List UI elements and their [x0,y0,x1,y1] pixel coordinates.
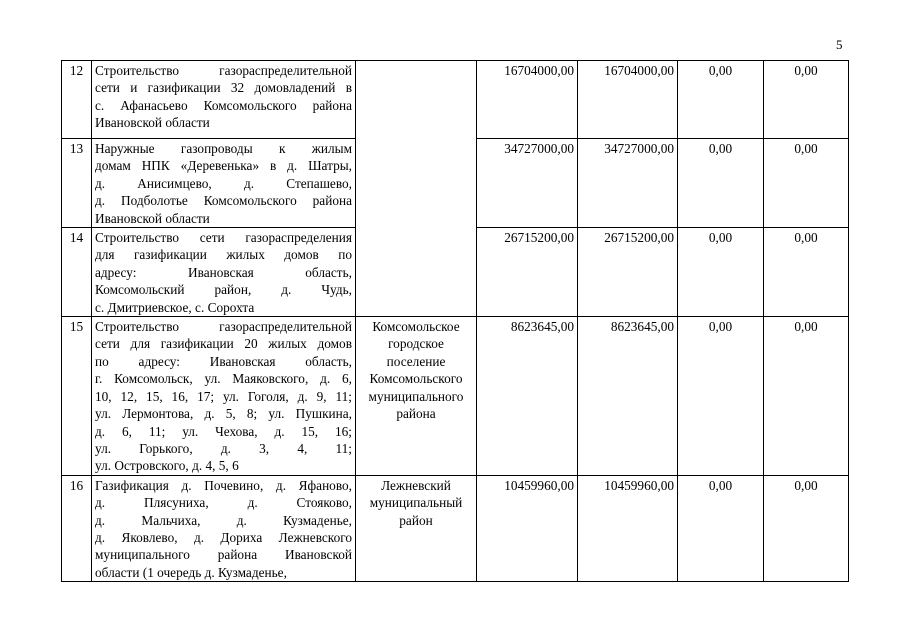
object-name-line: сети для газификации 20 жилых домов [95,336,352,352]
budget-table [61,60,849,582]
object-name-cell [92,139,356,228]
object-name-line: д. Подболотье Комсомольского района [95,193,352,209]
object-name-line: д. Мальчиха, д. Кузмаденье, [95,512,352,528]
value-cell: 0,00 [678,475,764,581]
object-name-line: ул. Лермонтова, д. 5, 8; ул. Пушкина, [95,406,352,422]
object-name-cell [92,61,356,139]
object-name-line: сети и газификации 32 домовладений в [95,80,352,96]
object-name-line: по адресу: Ивановская область, [95,353,352,369]
organization-line: городское [388,336,444,352]
object-name-line: Ивановской области [95,115,210,131]
object-name-line: адресу: Ивановская область, [95,264,352,280]
object-name-line: ул. Островского, д. 4, 5, 6 [95,458,239,474]
organization-line: Лежневский [381,477,451,493]
object-name-line: Газификация д. Почевино, д. Яфаново, [95,477,352,493]
table-row [62,475,849,581]
amount-cell: 10459960,00 [578,475,678,581]
organization-cell [356,475,477,581]
organization-line: Комсомольского [369,371,463,387]
object-name-line: д. Анисимцево, д. Степашево, [95,175,352,191]
row-number: 15 [62,317,92,476]
object-name-line: для газификации жилых домов по [95,247,352,263]
table-row [62,317,849,476]
object-name-line: с. Афанасьево Комсомольского района [95,97,352,113]
organization-cell [356,61,477,317]
value-cell: 0,00 [764,228,849,317]
object-name-cell [92,228,356,317]
organization-line: муниципального [368,388,464,404]
total-amount: 10459960,00 [477,475,578,581]
object-name-line: с. Дмитриевское, с. Сорохта [95,299,255,315]
amount-cell: 16704000,00 [578,61,678,139]
object-name-line: Комсомольский район, д. Чудь, [95,282,352,298]
total-amount: 8623645,00 [477,317,578,476]
object-name-line: Ивановской области [95,210,210,226]
object-name-line: Строительство газораспределительной [95,63,352,78]
page-number: 5 [836,37,843,52]
object-name-line: ул. Горького, д. 3, 4, 11; [95,440,352,456]
organization-line: района [396,406,436,422]
object-name-line: Строительство газораспределительной [95,319,352,335]
total-amount: 34727000,00 [477,139,578,228]
value-cell: 0,00 [678,317,764,476]
table-row [62,61,849,139]
organization-line: Комсомольское [372,319,460,335]
amount-cell: 26715200,00 [578,228,678,317]
organization-line: муниципальный [369,495,463,511]
object-name-line: д. Плясуниха, д. Стояково, [95,495,352,511]
object-name-cell [92,317,356,476]
object-name-line: домам НПК «Деревенька» в д. Шатры, [95,158,352,174]
row-number: 14 [62,228,92,317]
object-name-line: д. Яковлево, д. Дориха Лежневского [95,529,352,545]
organization-line: поселение [386,353,446,369]
object-name-line: г. Комсомольск, ул. Маяковского, д. 6, [95,371,352,387]
object-name-cell [92,475,356,581]
object-name-line: Строительство сети газораспределения [95,230,352,246]
object-name-line: д. 6, 11; ул. Чехова, д. 15, 16; [95,423,352,439]
object-name-line: области (1 очередь д. Кузмаденье, [95,564,287,580]
amount-cell: 34727000,00 [578,139,678,228]
value-cell: 0,00 [678,61,764,139]
value-cell: 0,00 [764,317,849,476]
object-name-line: Наружные газопроводы к жилым [95,141,352,156]
object-name-line: 10, 12, 15, 16, 17; ул. Гоголя, д. 9, 11; [95,388,352,404]
row-number: 13 [62,139,92,228]
object-name-line: муниципального района Ивановской [95,547,352,563]
total-amount: 26715200,00 [477,228,578,317]
organization-line: район [399,512,433,528]
value-cell: 0,00 [764,61,849,139]
value-cell: 0,00 [764,475,849,581]
organization-cell [356,317,477,476]
value-cell: 0,00 [764,139,849,228]
row-number: 12 [62,61,92,139]
amount-cell: 8623645,00 [578,317,678,476]
total-amount: 16704000,00 [477,61,578,139]
value-cell: 0,00 [678,228,764,317]
row-number: 16 [62,475,92,581]
value-cell: 0,00 [678,139,764,228]
